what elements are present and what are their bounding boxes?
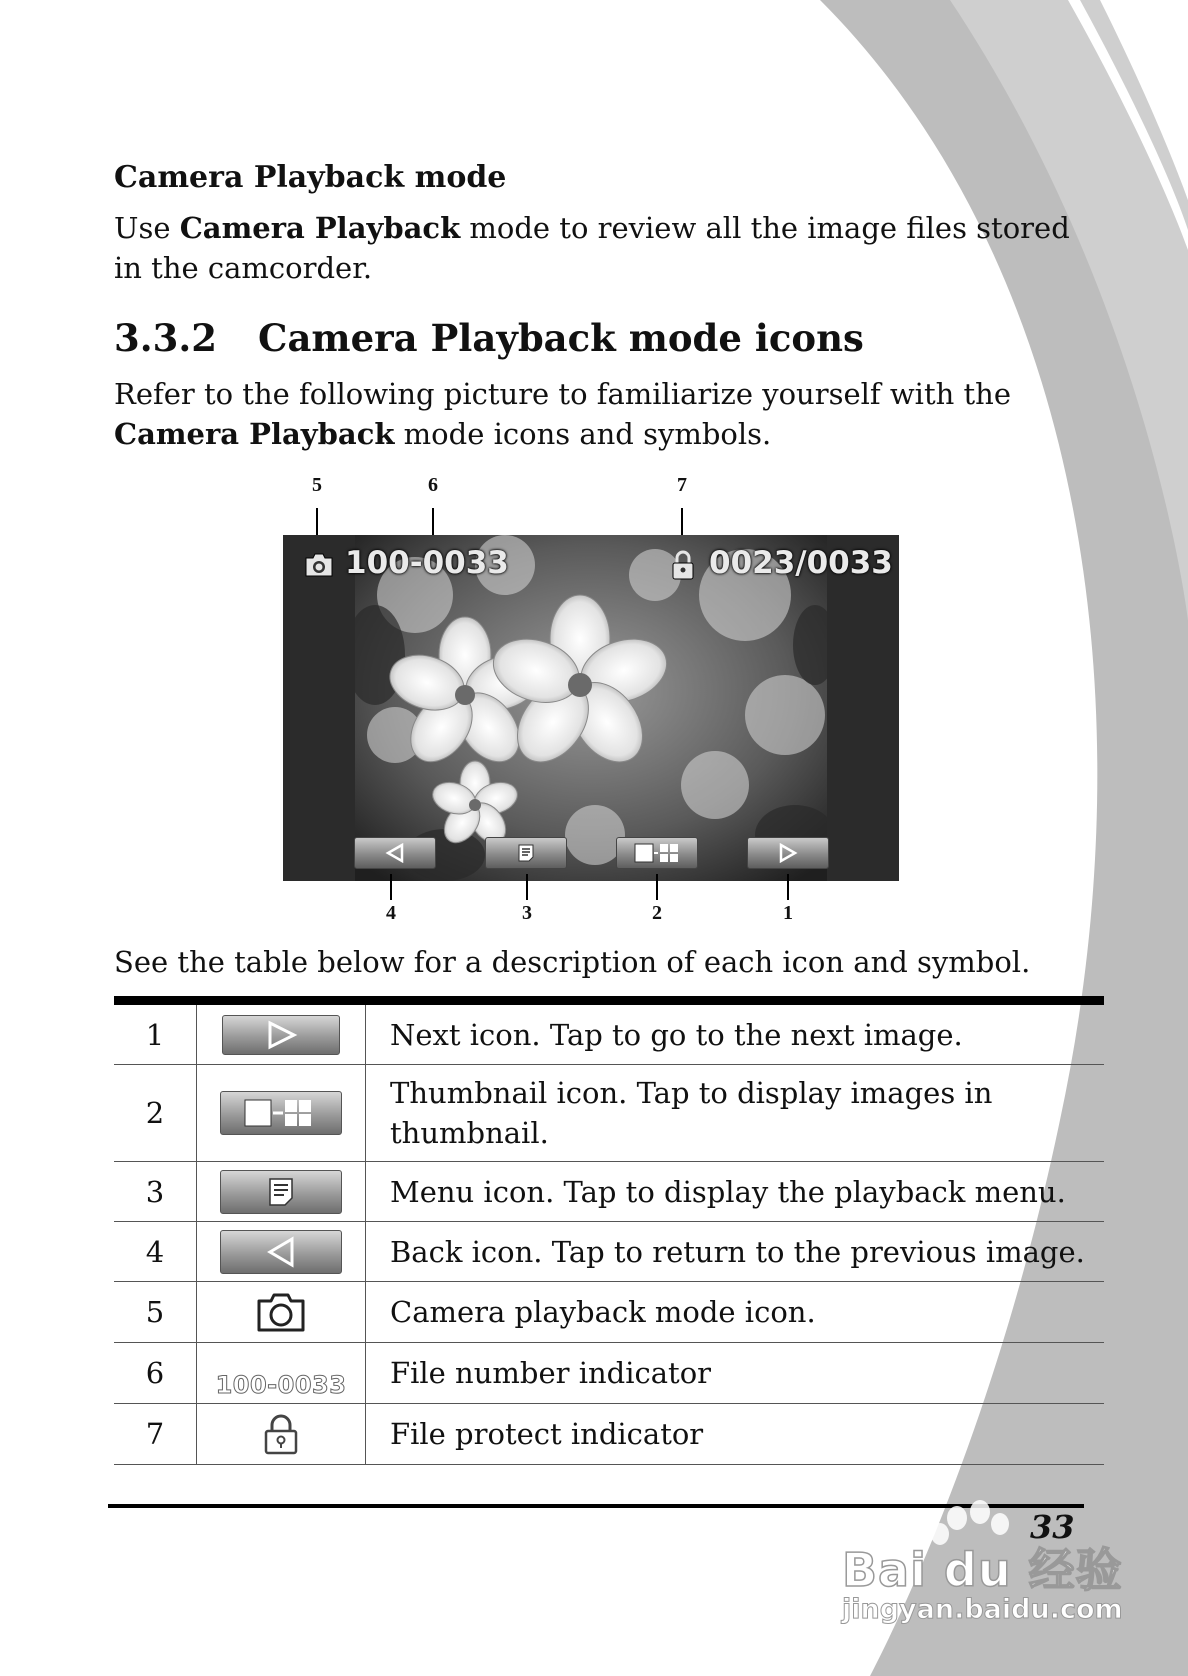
osd-thumbnail-button[interactable]: [616, 837, 698, 869]
lock-icon: [262, 1413, 300, 1455]
menu-icon: [516, 843, 536, 863]
flower-photo: [355, 535, 827, 881]
camera-icon: [256, 1291, 306, 1333]
watermark-brand: Bai du 经验: [842, 1543, 1123, 1597]
osd-back-button[interactable]: [354, 837, 436, 869]
row-description: Next icon. Tap to go to the next image.: [366, 1001, 1105, 1065]
row-description: Thumbnail icon. Tap to display images in thumbnail.: [366, 1065, 1105, 1162]
osd-menu-button[interactable]: [485, 837, 567, 869]
page-number: 33: [1030, 1508, 1075, 1546]
icon-table: [114, 996, 1104, 1465]
row-icon-cell: [197, 1065, 366, 1162]
row-icon-cell: [197, 1404, 366, 1465]
osd-next-button[interactable]: [747, 837, 829, 869]
refer-paragraph: Refer to the following picture to familiarize yourself with the Camera Playback mode icons and symbols.: [114, 377, 1011, 451]
table-row: [114, 1222, 1104, 1282]
callout-7: 7: [677, 474, 687, 496]
baidu-watermark: [842, 1498, 1132, 1638]
callout-line-3: [526, 874, 528, 900]
table-row: [114, 1282, 1104, 1343]
row-number: 1: [114, 1001, 197, 1065]
callout-line-2: [656, 874, 658, 900]
callout-2: 2: [652, 902, 662, 924]
osd-file-number: 100-0033: [345, 545, 509, 581]
subsection-title: Camera Playback mode icons: [258, 316, 864, 360]
row-description: File protect indicator: [366, 1404, 1105, 1465]
playback-screen: [283, 535, 899, 881]
row-number: 5: [114, 1282, 197, 1343]
thumbnail-icon: [220, 1091, 342, 1135]
callout-1: 1: [783, 902, 793, 924]
row-description: Back icon. Tap to return to the previous image.: [366, 1222, 1105, 1282]
table-row: [114, 1343, 1104, 1404]
subsection-heading: [114, 316, 864, 360]
row-icon-cell: [197, 1222, 366, 1282]
thumbnail-icon: [633, 842, 681, 864]
row-description: Camera playback mode icon.: [366, 1282, 1105, 1343]
next-icon: [777, 843, 799, 863]
row-description: File number indicator: [366, 1343, 1105, 1404]
row-number: 3: [114, 1162, 197, 1222]
osd-lock-icon: [669, 549, 697, 585]
callout-line-1: [787, 874, 789, 900]
row-number: 2: [114, 1065, 197, 1162]
row-number: 6: [114, 1343, 197, 1404]
row-description: Menu icon. Tap to display the playback menu.: [366, 1162, 1105, 1222]
row-number: 4: [114, 1222, 197, 1282]
subsection-number: 3.3.2: [114, 316, 217, 360]
section-heading: Camera Playback mode: [114, 160, 507, 195]
intro-paragraph: Use Camera Playback mode to review all the image files stored in the camcorder.: [114, 211, 1070, 285]
osd-image-count: 0023/0033: [709, 545, 893, 581]
menu-icon: [220, 1170, 342, 1214]
table-row: [114, 1162, 1104, 1222]
back-icon: [384, 843, 406, 863]
watermark-url: jingyan.baidu.com: [842, 1594, 1123, 1625]
file-number-icon: 100-0033: [215, 1371, 347, 1399]
callout-line-4: [390, 874, 392, 900]
row-icon-cell: [197, 1001, 366, 1065]
row-icon-cell: [197, 1343, 366, 1404]
row-icon-cell: [197, 1282, 366, 1343]
table-row: [114, 1404, 1104, 1465]
table-row: [114, 1001, 1104, 1065]
callout-4: 4: [386, 902, 396, 924]
row-icon-cell: [197, 1162, 366, 1222]
table-intro: See the table below for a description of each icon and symbol.: [114, 945, 1031, 979]
row-number: 7: [114, 1404, 197, 1465]
callout-5: 5: [312, 474, 322, 496]
next-icon: [222, 1015, 340, 1055]
back-icon: [220, 1230, 342, 1274]
osd-camera-icon: [303, 551, 335, 583]
callout-3: 3: [522, 902, 532, 924]
callout-6: 6: [428, 474, 438, 496]
table-row: [114, 1065, 1104, 1162]
